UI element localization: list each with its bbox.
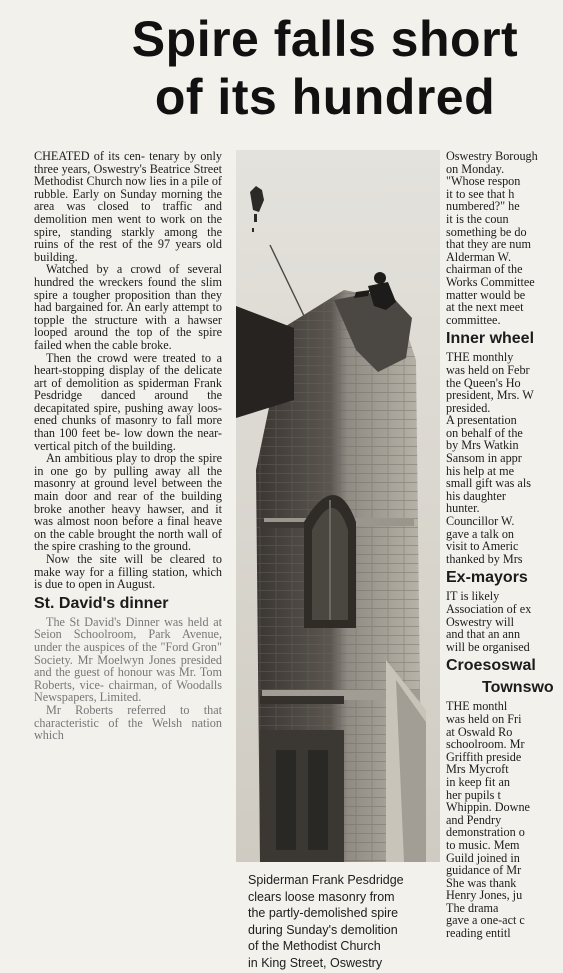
column-line: Association of ex xyxy=(446,602,532,616)
column-line: matter would be xyxy=(446,287,526,302)
article-paragraph: Then the crowd were treated to a heart-stopping display of the delicate art of demolition as spiderman Frank Pesdridge danced around the decapitated spire, pushing away loos- ened chunks of masonry to fall more than 100 feet be- low down the near-vertical pitch of the building. xyxy=(34,350,222,453)
croesoswallt-heading: Croesoswal xyxy=(446,657,536,675)
column-line: that they are num xyxy=(446,237,531,252)
column-line: committee. xyxy=(446,312,501,327)
dinner-paragraph: Mr Roberts referred to that characteristic of the Welsh nation which xyxy=(34,702,222,743)
article-paragraph: An ambitious play to drop the spire in one go by pulling away all the masonry at ground level between the main door and rear of the building broke another heavy hawser, and it was almost noon before a final heave on the cable brought the north wall of the spire crashing to the ground. xyxy=(34,451,222,554)
photo-caption xyxy=(248,872,438,971)
article-column-main xyxy=(34,150,222,742)
headline xyxy=(0,10,563,126)
column-line: her pupils t xyxy=(446,787,501,802)
column-line: Mrs Mycroft xyxy=(446,762,509,777)
column-line: numbered?" he xyxy=(446,199,520,214)
column-line: hunter. xyxy=(446,501,480,516)
column-line: will be organised xyxy=(446,639,530,654)
column-line: and that an ann xyxy=(446,627,521,642)
column-line: "Whose respon xyxy=(446,174,521,189)
column-line: demonstration o xyxy=(446,825,525,840)
headline-line-2: of its hundred xyxy=(154,69,496,125)
spire-photo xyxy=(236,150,440,862)
ex-mayors-heading: Ex-mayors xyxy=(446,569,528,587)
column-line: Sansom in appr xyxy=(446,451,522,466)
article-paragraph: CHEATED of its cen- tenary by only three years, Oswestry's Beatrice Street Methodist Church now lies in a pile of rubble. Early on Sunday morning the area was closed to traffic and demolition men went to work on the spire, standing starkly among the ruins of the rest of the 97 years old building. xyxy=(34,149,222,264)
column-line: was held on Fri xyxy=(446,711,522,726)
article-paragraph: Watched by a crowd of several hundred the wreckers found the slim spire a tougher proposition than they had bargained for. An early attempt to topple the structure with a hawser looped around the top of the spire failed when the cable broke. xyxy=(34,262,222,352)
column-line: in keep fit an xyxy=(446,774,510,789)
column-line: schoolroom. Mr xyxy=(446,737,525,752)
column-line: Works Committee xyxy=(446,274,535,289)
column-line: visit to Americ xyxy=(446,539,519,554)
headline-line-1: Spire falls short xyxy=(131,11,519,67)
spire-photo-image xyxy=(236,150,440,862)
column-line: chairman of the xyxy=(446,262,523,277)
column-line: to music. Mem xyxy=(446,837,520,852)
column-line: reading entitl xyxy=(446,926,511,941)
column-line: Oswestry will xyxy=(446,614,515,629)
column-line: gave a talk on xyxy=(446,526,515,541)
column-line: on behalf of the xyxy=(446,425,523,440)
caption-line: Spiderman Frank Pesdridge xyxy=(248,873,404,887)
dinner-subheading: St. David's dinner xyxy=(34,594,169,612)
column-line: president, Mrs. W xyxy=(446,388,534,403)
column-line: Griffith preside xyxy=(446,749,522,764)
caption-line: of the Methodist Church xyxy=(248,939,381,953)
column-line: Alderman W. xyxy=(446,249,511,264)
column-line: his daughter xyxy=(446,488,506,503)
caption-line: clears loose masonry from xyxy=(248,889,395,904)
column-line: something be do xyxy=(446,224,527,239)
caption-line: in King Street, Oswestry xyxy=(248,955,383,970)
column-line: it to see that h xyxy=(446,186,515,201)
dinner-paragraph: The St David's Dinner was held at Seion Schoolroom, Park Avenue, under the auspices of the "Ford Gron" Society. Mr Moelwyn Jones presided and the guest of honour was Mr. Tom Roberts, vice- chairman, of Woodalls Newspapers, Limited. xyxy=(34,614,222,705)
column-line: Oswestry Borough xyxy=(446,149,538,163)
column-line: on Monday. xyxy=(446,161,505,176)
article-paragraph: Now the site will be cleared to make way for a filling station, which is due to open in August. xyxy=(34,552,222,592)
column-line: Henry Jones, ju xyxy=(446,888,523,903)
column-line: guidance of Mr xyxy=(446,863,522,878)
croesoswallt-heading-line-2: Townswo xyxy=(482,679,554,697)
article-column-right xyxy=(446,150,563,940)
column-line: at Oswald Ro xyxy=(446,724,513,739)
column-line: A presentation xyxy=(446,413,517,428)
column-line: by Mrs Watkin xyxy=(446,438,519,453)
column-line: Guild joined in xyxy=(446,850,520,865)
column-line: gave a one-act c xyxy=(446,913,525,928)
caption-line: the partly-demolished spire xyxy=(248,906,399,920)
column-line: thanked by Mrs xyxy=(446,551,523,566)
column-line: Councillor W. xyxy=(446,514,515,529)
column-line: was held on Febr xyxy=(446,362,530,377)
inner-wheel-heading: Inner wheel xyxy=(446,330,535,348)
column-line: the Queen's Ho xyxy=(446,375,521,390)
column-line: at the next meet xyxy=(446,300,524,315)
column-line: The drama xyxy=(446,900,499,915)
caption-line: during Sunday's demolition xyxy=(248,922,398,937)
column-line: THE monthly xyxy=(446,350,514,365)
column-line: his help at me xyxy=(446,463,515,478)
column-line: Whippin. Downe xyxy=(446,800,530,815)
column-line: She was thank xyxy=(446,875,517,890)
column-line: presided. xyxy=(446,400,491,415)
column-line: IT is likely xyxy=(446,589,500,604)
column-line: THE monthl xyxy=(446,699,508,714)
column-line: it is the coun xyxy=(446,211,509,226)
column-line: small gift was als xyxy=(446,476,531,491)
column-line: and Pendry xyxy=(446,812,502,827)
